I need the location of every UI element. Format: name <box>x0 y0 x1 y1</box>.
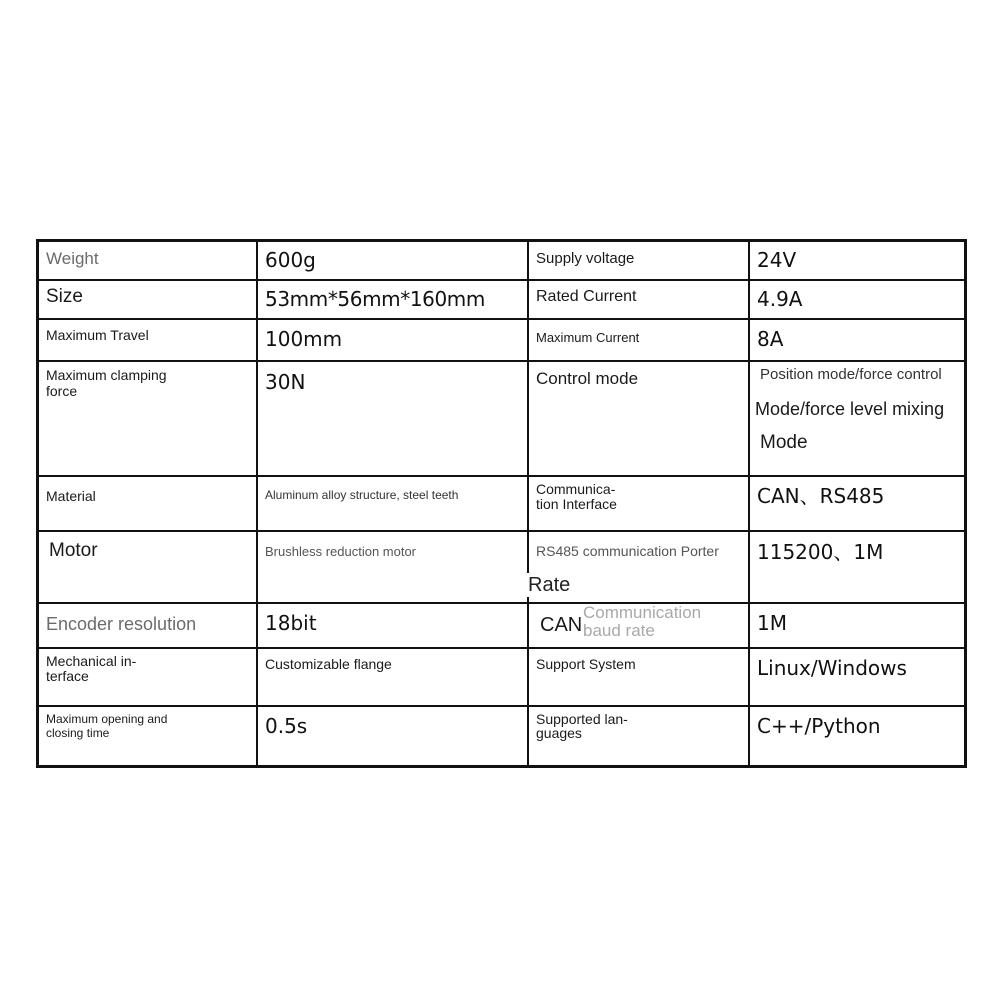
cell-mech-interface-label <box>39 649 258 707</box>
cell-rs485-value <box>750 532 964 604</box>
label-rated-current: Rated Current <box>536 288 637 305</box>
cell-size-value <box>258 281 529 320</box>
cell-rated-current-value <box>750 281 964 320</box>
cell-max-clamping-value <box>258 362 529 477</box>
label-max-clamping-line2: force <box>46 383 78 399</box>
cell-can-value <box>750 604 964 649</box>
label-comm-interface <box>536 482 742 512</box>
label-open-close-time <box>46 712 250 740</box>
value-max-travel: 100mm <box>265 327 343 351</box>
cell-open-close-time-value <box>258 707 529 765</box>
label-supply-voltage: Supply voltage <box>536 250 635 267</box>
cell-support-system-label <box>529 649 750 707</box>
value-max-clamping: 30N <box>265 370 306 394</box>
cell-weight-value <box>258 242 529 281</box>
value-control-mode-line2: Mode/force level mixing <box>755 399 945 419</box>
value-size: 53mm*56mm*160mm <box>265 287 485 311</box>
value-material: Aluminum alloy structure, steel teeth <box>265 488 459 502</box>
label-support-system: Support System <box>536 656 636 672</box>
cell-max-travel-value <box>258 320 529 362</box>
value-motor: Brushless reduction motor <box>265 544 417 559</box>
value-comm-interface: CAN、RS485 <box>757 484 885 508</box>
cell-rated-current-label <box>529 281 750 320</box>
label-open-close-time-line1: Maximum opening and <box>46 712 168 726</box>
value-support-system: Linux/Windows <box>757 656 907 680</box>
cell-comm-interface-value <box>750 477 964 532</box>
value-rated-current: 4.9A <box>757 287 803 311</box>
label-max-clamping-line1: Maximum clamping <box>46 367 167 383</box>
label-encoder: Encoder resolution <box>46 614 197 634</box>
cell-weight-label <box>39 242 258 281</box>
value-control-mode-line1: Position mode/force control <box>760 366 942 383</box>
label-mech-interface <box>46 654 250 684</box>
cell-encoder-label <box>39 604 258 649</box>
label-size: Size <box>46 286 83 307</box>
label-max-travel: Maximum Travel <box>46 327 149 343</box>
value-languages: C++/Python <box>757 714 881 738</box>
cell-comm-interface-label <box>529 477 750 532</box>
cell-max-current-label <box>529 320 750 362</box>
cell-max-current-value <box>750 320 964 362</box>
cell-motor-value <box>258 532 529 604</box>
value-open-close-time: 0.5s <box>265 714 308 738</box>
label-motor: Motor <box>49 540 98 561</box>
label-open-close-time-line2: closing time <box>46 726 110 740</box>
value-weight: 600g <box>265 248 316 272</box>
can-comm-baud-line1: Communication <box>583 603 702 622</box>
value-rs485: 115200、1M <box>757 540 884 564</box>
cell-max-clamping-label <box>39 362 258 477</box>
label-languages-line1: Supported lan- <box>536 711 628 727</box>
cell-size-label <box>39 281 258 320</box>
cell-max-travel-label <box>39 320 258 362</box>
value-max-current: 8A <box>757 327 784 351</box>
cell-control-mode-value <box>750 362 964 477</box>
value-encoder: 18bit <box>265 611 317 635</box>
cell-motor-label <box>39 532 258 604</box>
cell-support-system-value <box>750 649 964 707</box>
value-control-mode-line3: Mode <box>760 432 808 453</box>
label-control-mode: Control mode <box>536 369 639 388</box>
cell-encoder-value <box>258 604 529 649</box>
label-mech-interface-line2: terface <box>46 668 89 684</box>
label-material: Material <box>46 488 96 504</box>
cell-supply-voltage-label <box>529 242 750 281</box>
spec-table <box>36 239 967 768</box>
label-comm-interface-line2: tion Interface <box>536 496 617 512</box>
cell-open-close-time-label <box>39 707 258 765</box>
label-max-clamping <box>46 367 250 399</box>
label-languages-line2: guages <box>536 725 582 741</box>
can-comm-baud-line2: baud rate <box>583 621 655 640</box>
label-mech-interface-line1: Mechanical in- <box>46 653 137 669</box>
label-can: CAN <box>540 614 583 636</box>
label-weight: Weight <box>46 249 99 268</box>
cell-languages-label <box>529 707 750 765</box>
cell-supply-voltage-value <box>750 242 964 281</box>
cell-material-value <box>258 477 529 532</box>
rs485-rate-overlay: Rate <box>528 574 571 596</box>
label-languages <box>536 712 742 740</box>
value-can: 1M <box>757 611 787 635</box>
value-supply-voltage: 24V <box>757 248 797 272</box>
cell-material-label <box>39 477 258 532</box>
can-comm-baud-overlay <box>583 604 701 640</box>
cell-mech-interface-value <box>258 649 529 707</box>
label-comm-interface-line1: Communica- <box>536 481 616 497</box>
cell-languages-value <box>750 707 964 765</box>
cell-control-mode-label <box>529 362 750 477</box>
value-mech-interface: Customizable flange <box>265 656 392 672</box>
label-max-current: Maximum Current <box>536 330 640 345</box>
label-rs485: RS485 communication Porter <box>536 543 719 559</box>
